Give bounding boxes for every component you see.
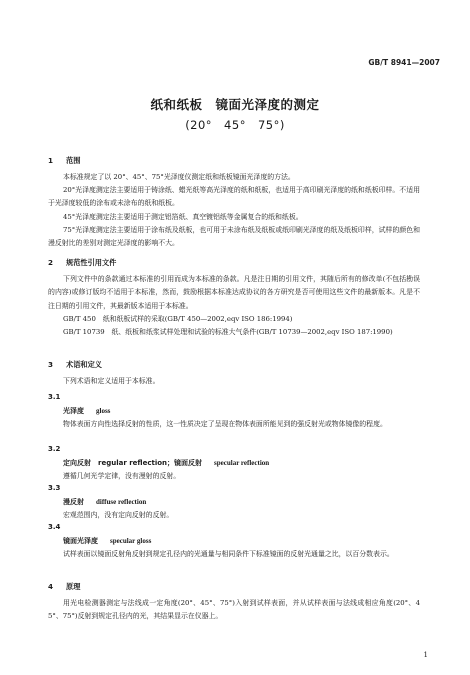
section-1-heading (48, 156, 80, 166)
term-heading (63, 536, 151, 546)
term-definition: 物体表面方向性选择反射的性质，这一性质决定了呈现在物体表面所能见到的强反射光或物体镜像的程度。 (63, 420, 387, 428)
term-zh: 定向反射 regular reflection；镜面反射 (63, 459, 203, 467)
term-number: 3.4 (48, 523, 61, 531)
section-1-paragraph: 75°光泽度测定法主要适用于涂布纸及纸板，也可用于未涂布纸及纸板或纸印刷光泽度的纸及纸板印样，试样的颜色和漫反射比的差别对测定光泽度的影响不大。 (48, 226, 420, 248)
section-number: 2 (48, 258, 54, 267)
normative-reference: GB/T 10739 纸、纸板和纸浆试样处理和试验的标准大气条件(GB/T 10739—2002,eqv ISO 187:1990) (63, 328, 393, 336)
section-number: 1 (48, 156, 54, 165)
section-4-heading (48, 582, 80, 592)
term-heading (63, 406, 110, 416)
term-heading (63, 458, 269, 468)
section-title: 术语和定义 (66, 360, 102, 369)
term-number: 3.2 (48, 445, 61, 453)
term-en: specular reflection (214, 459, 270, 467)
page-number: 1 (423, 651, 428, 659)
section-1-paragraph: 45°光泽度测定法主要适用于测定铝箔纸、真空镀铝纸等金属复合的纸和纸板。 (63, 213, 303, 221)
section-3-intro: 下列术语和定义适用于本标准。 (63, 377, 160, 385)
section-title: 规范性引用文件 (66, 258, 117, 267)
term-zh: 镜面光泽度 (63, 537, 98, 545)
section-2-intro: 下列文件中的条款通过本标准的引用而成为本标准的条款。凡是注日期的引用文件，其随后所有的修改单(不包括勘误的内容)或修订版均不适用于本标准，然而，鼓励根据本标准达成协议的各方研究是否可使用这些文件的最新版本。凡是不注日期的引用文件，其最新版本适用于本标准。 (48, 275, 420, 310)
term-zh: 光泽度 (63, 407, 84, 415)
document-title: 纸和纸板 镜面光泽度的测定 (150, 97, 320, 112)
section-3-heading (48, 360, 102, 370)
term-zh: 漫反射 (63, 498, 84, 506)
term-number: 3.3 (48, 484, 61, 492)
normative-reference: GB/T 450 纸和纸板试样的采取(GB/T 450—2002,eqv ISO 186:1994) (63, 315, 293, 323)
term-definition: 宏观范围内，没有定向反射的反射。 (63, 511, 174, 519)
standard-code: GB/T 8941—2007 (368, 58, 440, 67)
term-en: gloss (96, 407, 111, 415)
section-4-text: 用光电检测器测定与法线成一定角度(20°、45°、75°)入射到试样表面，并从试样表面与法线成相应角度(20°、45°、75°)反射到规定孔径内的光，其结果显示在仪器上。 (48, 599, 420, 621)
document-subtitle: (20° 45° 75°) (185, 118, 285, 132)
term-number: 3.1 (48, 393, 61, 401)
section-title: 原理 (66, 582, 81, 591)
term-heading (63, 497, 146, 507)
term-definition: 试样表面以镜面反射角反射到规定孔径内的光通量与相同条件下标准镜面的反射光通量之比，以百分数表示。 (63, 550, 394, 558)
section-title: 范围 (66, 156, 81, 165)
section-2-heading (48, 258, 116, 268)
term-definition: 遵循几何光学定律，没有漫射的反射。 (63, 472, 181, 480)
section-1-paragraph: 20°光泽度测定法主要适用于铸涂纸、蜡光纸等高光泽度的纸和纸板，也适用于高印刷光泽度的纸和纸板印样。不适用于光泽度较低的涂布或未涂布的纸和纸板。 (48, 186, 420, 208)
section-number: 4 (48, 582, 54, 591)
term-en: diffuse reflection (96, 498, 147, 506)
section-number: 3 (48, 360, 54, 369)
term-en: specular gloss (110, 537, 152, 545)
section-1-paragraph: 本标准规定了以 20°、45°、75°光泽度仪测定纸和纸板镜面光泽度的方法。 (63, 173, 295, 181)
